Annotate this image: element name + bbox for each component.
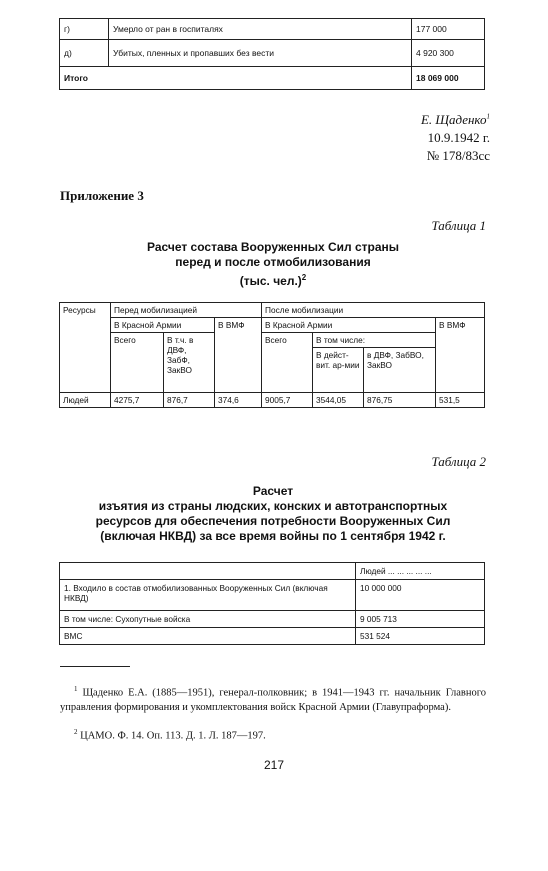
signature-name: Е. Щаденко$^1$ — [420, 112, 490, 127]
row-text: 1. Входило в состав отмобилизованных Вооруженных Сил (включая НКВД) — [60, 580, 356, 611]
row-mark: д) — [60, 40, 109, 67]
resources-table — [59, 562, 485, 645]
header-red-army-after: В Красной Армии — [262, 318, 436, 333]
header-incl: В том числе: В дейст-вит. ар-мии в ДВФ, ЗабВО, ЗакВО — [313, 333, 436, 393]
row-text: ВМС — [60, 628, 356, 645]
header-people: Людей ... ... ... ... ... — [356, 563, 485, 580]
row-mark: г) — [60, 19, 109, 40]
table-row — [60, 580, 485, 611]
cell: 3544,05 — [313, 393, 364, 408]
mobilization-table — [59, 302, 485, 408]
page-number: 217 — [263, 758, 285, 772]
table-header-row — [60, 303, 485, 318]
cell: 876,75 — [364, 393, 436, 408]
row-value: 10 000 000 — [356, 580, 485, 611]
row-value: 531 524 — [356, 628, 485, 645]
total-row — [60, 67, 485, 90]
total-label: Итого — [60, 67, 412, 90]
footnote-1: $^1$ Щаденко Е.А. (1885—1951), генерал-полковник; в 1941—1943 гг. начальник Главного управления формирования и укомплектования войск Красной Армии (Главупраформа). — [60, 685, 487, 713]
row-text: Убитых, пленных и пропавших без вести — [109, 40, 412, 67]
signature-date: 10.9.1942 г. — [427, 130, 490, 145]
header-red-army-before: В Красной Армии — [111, 318, 215, 333]
header-total-after: Всего — [262, 333, 313, 393]
row-label: Людей — [60, 393, 111, 408]
table1-title: Расчет состава Вооруженных Сил страны перед и после отмобилизования (тыс. чел.)$^2$ — [146, 240, 400, 288]
footnote-ref: 2 — [301, 273, 307, 282]
cell: 9005,7 — [262, 393, 313, 408]
table-header-row — [60, 318, 485, 333]
header-in-fe: в ДВФ, ЗабВО, ЗакВО — [367, 350, 424, 370]
appendix-title: Приложение 3 — [60, 188, 144, 203]
footnote-2: $^2$ ЦАМО. Ф. 14. Оп. 113. Д. 1. Л. 187—197. — [74, 728, 266, 742]
row-value: 4 920 300 — [412, 40, 485, 67]
signature-number: № 178/83сс — [426, 148, 490, 163]
row-value: 177 000 — [412, 19, 485, 40]
total-value: 18 069 000 — [412, 67, 485, 90]
header-navy-after: В ВМФ — [436, 318, 485, 393]
header-total-before: Всего — [111, 333, 164, 393]
header-active: В дейст-вит. ар-мии — [313, 348, 364, 392]
table-header-row — [60, 333, 485, 393]
cell: 531,5 — [436, 393, 485, 408]
header-navy-before: В ВМФ — [215, 318, 262, 393]
table-row — [60, 611, 485, 628]
row-text: В том числе: Сухопутные войска — [60, 611, 356, 628]
table-row — [60, 393, 485, 408]
footnote-ref: 1 — [486, 112, 490, 121]
header-incl-fe: В т.ч. в ДВФ, ЗабФ, ЗакВО — [164, 333, 215, 393]
table2-label: Таблица 2 — [431, 454, 486, 469]
cell: 876,7 — [164, 393, 215, 408]
header-resources: Ресурсы — [60, 303, 111, 393]
header-empty — [60, 563, 356, 580]
table-row — [60, 40, 485, 67]
row-text: Умерло от ран в госпиталях — [109, 19, 412, 40]
cell: 4275,7 — [111, 393, 164, 408]
row-value: 9 005 713 — [356, 611, 485, 628]
footnote-divider — [60, 666, 130, 667]
table2-title: Расчет изъятия из страны людских, конских и автотранспортных ресурсов для обеспечения потребности Вооруженных Сил (включая НКВД) за все время войны по 1 сентября 1942 г. — [95, 484, 451, 543]
table-row — [60, 628, 485, 645]
table1-label: Таблица 1 — [431, 218, 486, 233]
casualty-table — [59, 18, 485, 90]
table-header-row — [60, 563, 485, 580]
table-row — [60, 19, 485, 40]
header-after: После мобилизации — [262, 303, 485, 318]
header-before: Перед мобилизацией — [111, 303, 262, 318]
cell: 374,6 — [215, 393, 262, 408]
